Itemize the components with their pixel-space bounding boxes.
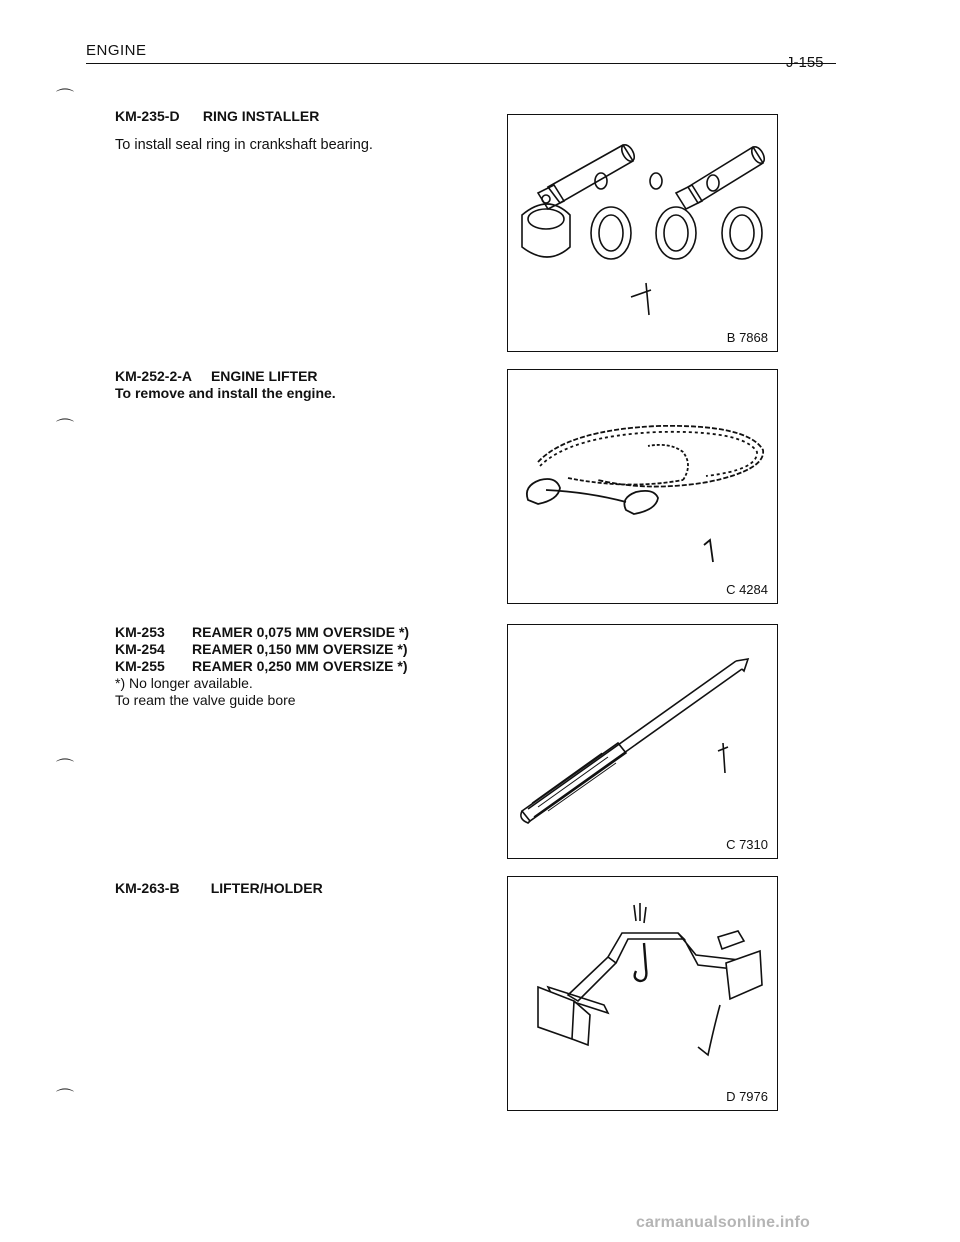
watermark: carmanualsonline.info (636, 1214, 811, 1231)
figure-code: D 7976 (726, 1089, 768, 1104)
tool-code: KM-255 (115, 658, 165, 674)
tool-heading-km263b (115, 880, 323, 896)
figure-ring-installer (507, 114, 778, 352)
figure-code: C 7310 (726, 837, 768, 852)
tool-name: ENGINE LIFTER (210, 368, 318, 384)
figure-lifter-holder (507, 876, 778, 1111)
tool-code: KM-254 (115, 641, 165, 657)
lifter-holder-illustration (508, 877, 779, 1112)
tool-heading-km235d (115, 108, 319, 124)
tool-name: LIFTER/HOLDER (210, 880, 323, 896)
figure-engine-lifter (507, 369, 778, 604)
margin-mark: ⌒ (56, 418, 74, 438)
tool-name: REAMER 0,075 MM OVERSIDE *) (192, 624, 410, 640)
reamer-line-km255 (115, 658, 408, 674)
tool-name: RING INSTALLER (202, 108, 320, 124)
availability-note: *) No longer available. (115, 675, 253, 691)
tool-description: To ream the valve guide bore (115, 692, 296, 708)
reamer-illustration (508, 625, 779, 860)
tool-heading-km2522a (115, 368, 318, 384)
tool-name: REAMER 0,150 MM OVERSIZE *) (192, 641, 408, 657)
reamer-line-km253 (115, 624, 409, 640)
margin-mark: ⌒ (56, 758, 74, 778)
margin-mark: ⌒ (56, 88, 74, 108)
header-rule (86, 63, 836, 64)
figure-code: C 4284 (726, 582, 768, 597)
tool-code: KM-235-D (115, 108, 180, 124)
margin-mark: ⌒ (56, 1088, 74, 1108)
ring-installer-illustration (508, 115, 779, 353)
tool-description: To install seal ring in crankshaft bearing. (115, 137, 373, 153)
figure-code: B 7868 (726, 330, 768, 345)
tool-code: KM-263-B (115, 880, 180, 896)
tool-code: KM-253 (115, 624, 165, 640)
section-title: ENGINE (86, 42, 147, 59)
figure-reamer (507, 624, 778, 859)
tool-name: REAMER 0,250 MM OVERSIZE *) (192, 658, 408, 674)
engine-lifter-illustration (508, 370, 779, 605)
reamer-line-km254 (115, 641, 408, 657)
page-number: J-155 (786, 54, 824, 71)
tool-description: To remove and install the engine. (115, 385, 336, 401)
tool-code: KM-252-2-A (115, 368, 192, 384)
